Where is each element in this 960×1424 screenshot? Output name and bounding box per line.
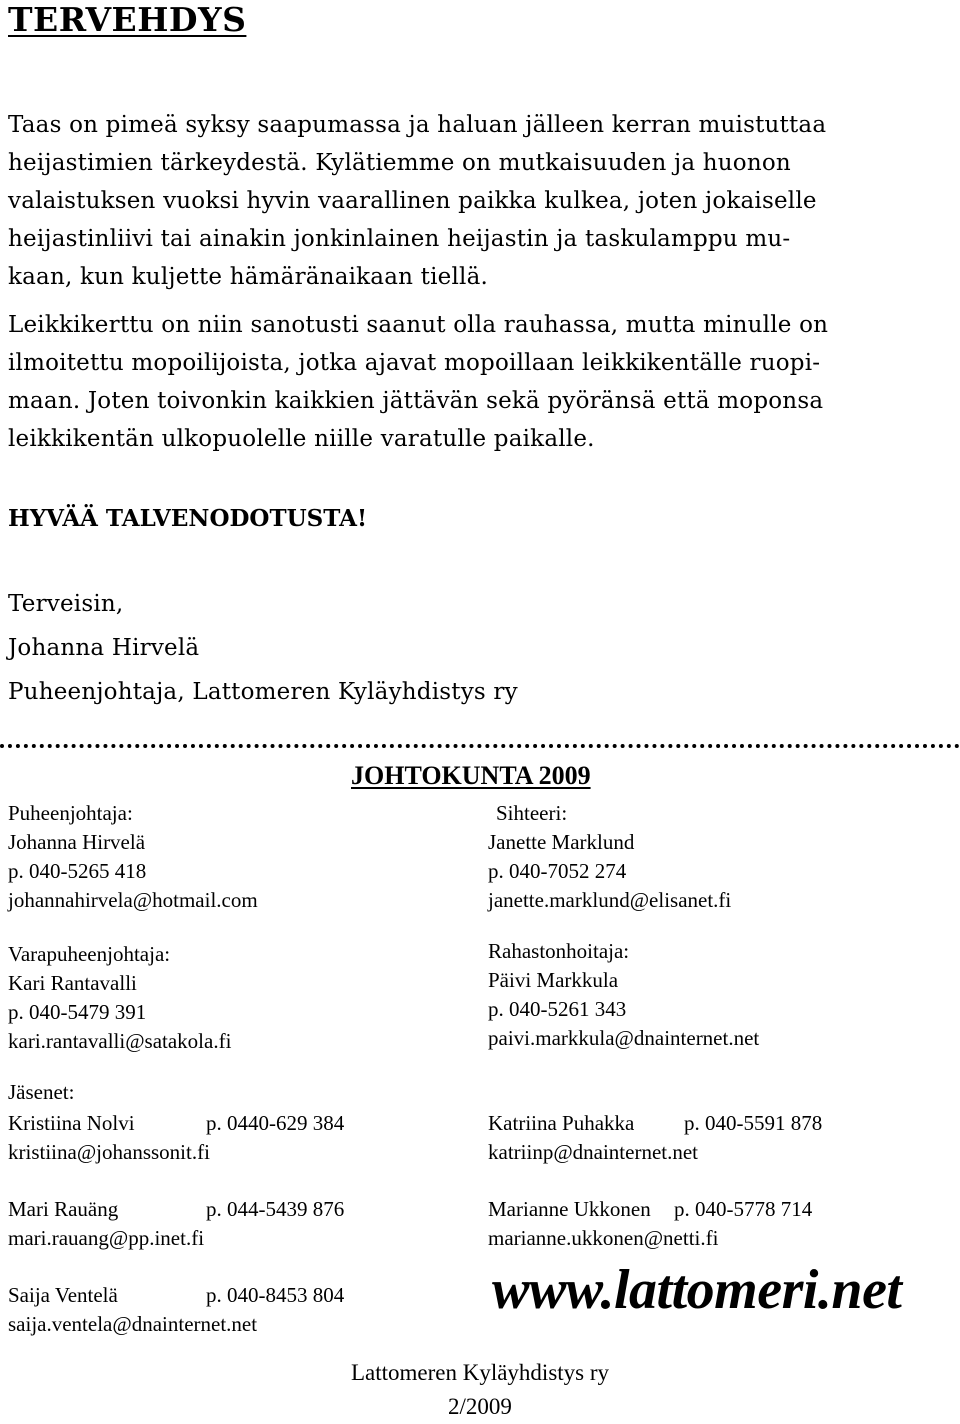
paragraph-line: maan. Joten toivonkin kaikkien jättävän sekä pyöränsä että moponsa	[8, 388, 824, 414]
email-address: janette.marklund@elisanet.fi	[488, 888, 732, 912]
person-name: Päivi Markkula	[488, 968, 619, 992]
signature-block	[8, 582, 518, 714]
board-secretary	[488, 799, 731, 915]
email-address: saija.ventela@dnainternet.net	[8, 1312, 258, 1336]
role-label: Puheenjohtaja:	[8, 801, 133, 825]
person-name: Kari Rantavalli	[8, 971, 137, 995]
board-member	[488, 1195, 948, 1253]
paragraph-line: heijastimien tärkeydestä. Kylätiemme on mutkaisuuden ja huonon	[8, 150, 791, 176]
person-name: Kristiina Nolvi	[8, 1111, 135, 1135]
intro-paragraph	[8, 106, 826, 296]
person-name: Marianne Ukkonen	[488, 1197, 651, 1221]
email-address: marianne.ukkonen@netti.fi	[488, 1226, 719, 1250]
phone-number: p. 044-5439 876	[206, 1197, 345, 1221]
phone-number: p. 040-5591 878	[684, 1111, 823, 1135]
page-title: TERVEHDYS	[8, 0, 247, 39]
website-link[interactable]: www.lattomeri.net	[492, 1259, 902, 1321]
board-member	[488, 1109, 948, 1167]
board-chair	[8, 799, 258, 915]
members-label: Jäsenet:	[8, 1080, 75, 1104]
winter-greeting: HYVÄÄ TALVENODOTUSTA!	[8, 505, 368, 532]
person-name: Mari Rauäng	[8, 1197, 119, 1221]
person-name: Johanna Hirvelä	[8, 830, 146, 854]
signature-line: Johanna Hirvelä	[8, 635, 200, 661]
paragraph-line: kaan, kun kuljette hämäränaikaan tiellä.	[8, 264, 488, 290]
phone-number: p. 040-5261 343	[488, 997, 627, 1021]
role-label: Sihteeri:	[496, 801, 568, 825]
person-name: Janette Marklund	[488, 830, 635, 854]
person-name: Katriina Puhakka	[488, 1111, 635, 1135]
email-address: kari.rantavalli@satakola.fi	[8, 1029, 232, 1053]
paragraph-line: ilmoitettu mopoilijoista, jotka ajavat mopoillaan leikkikentälle ruopi-	[8, 350, 821, 376]
person-name: Saija Ventelä	[8, 1283, 118, 1307]
phone-number: p. 0440-629 384	[206, 1111, 345, 1135]
email-address: mari.rauang@pp.inet.fi	[8, 1226, 205, 1250]
signature-line: Puheenjohtaja, Lattomeren Kyläyhdistys ry	[8, 679, 518, 705]
signature-line: Terveisin,	[8, 591, 124, 617]
board-member	[8, 1195, 468, 1253]
phone-number: p. 040-5778 714	[674, 1197, 813, 1221]
email-address: kristiina@johanssonit.fi	[8, 1140, 210, 1164]
footer-issue: 2/2009	[448, 1394, 512, 1419]
email-address: johannahirvela@hotmail.com	[8, 888, 258, 912]
role-label: Varapuheenjohtaja:	[8, 942, 171, 966]
paragraph-line: Taas on pimeä syksy saapumassa ja haluan jälleen kerran muistuttaa	[8, 112, 827, 138]
paragraph-line: Leikkikerttu on niin sanotusti saanut olla rauhassa, mutta minulle on	[8, 312, 829, 338]
phone-number: p. 040-5265 418	[8, 859, 147, 883]
board-member	[8, 1109, 468, 1167]
role-label: Rahastonhoitaja:	[488, 939, 630, 963]
phone-number: p. 040-7052 274	[488, 859, 627, 883]
paragraph-line: leikkikentän ulkopuolelle niille varatulle paikalle.	[8, 426, 595, 452]
dotted-divider	[0, 744, 960, 748]
footer-org: Lattomeren Kyläyhdistys ry	[350, 1360, 610, 1385]
paragraph-line: heijastinliivi tai ainakin jonkinlainen heijastin ja taskulamppu mu-	[8, 226, 791, 252]
phone-number: p. 040-5479 391	[8, 1000, 147, 1024]
board-title: JOHTOKUNTA 2009	[351, 761, 591, 790]
board-treasurer	[488, 937, 759, 1053]
email-address: paivi.markkula@dnainternet.net	[488, 1026, 760, 1050]
board-member	[8, 1281, 468, 1339]
email-address: katriinp@dnainternet.net	[488, 1140, 699, 1164]
playground-paragraph	[8, 306, 828, 458]
board-vice-chair	[8, 940, 231, 1056]
paragraph-line: valaistuksen vuoksi hyvin vaarallinen paikka kulkea, joten jokaiselle	[8, 188, 817, 214]
phone-number: p. 040-8453 804	[206, 1283, 345, 1307]
